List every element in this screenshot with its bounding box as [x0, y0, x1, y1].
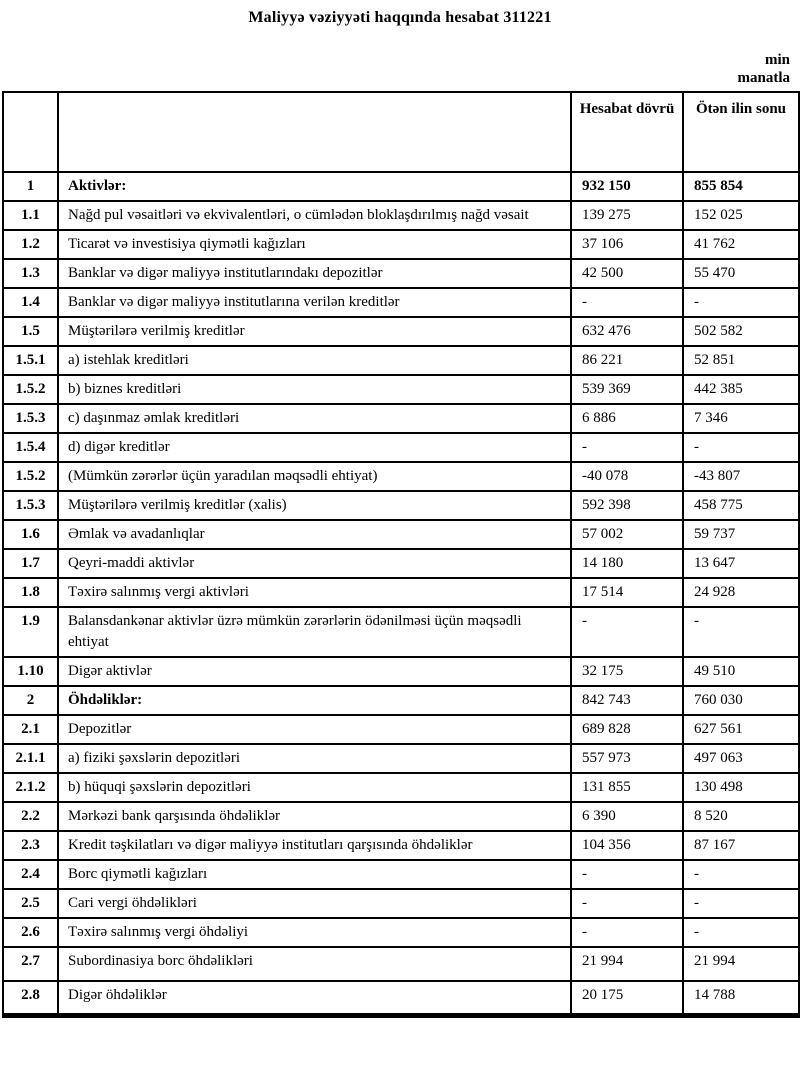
row-num-cell: 1.5.4: [3, 433, 58, 462]
table-row: [3, 773, 799, 802]
header-previous-year-cell: Ötən ilin sonu: [683, 92, 799, 172]
row-previous-value-cell: -: [683, 288, 799, 317]
row-label-cell: Öhdəliklər:: [58, 686, 571, 715]
row-current-value-cell: 6 390: [571, 802, 683, 831]
row-label-cell: Mərkəzi bank qarşısında öhdəliklər: [58, 802, 571, 831]
row-label-cell: Borc qiymətli kağızları: [58, 860, 571, 889]
row-num-cell: 1.9: [3, 607, 58, 657]
row-previous-value-cell: 13 647: [683, 549, 799, 578]
row-previous-value-cell: 442 385: [683, 375, 799, 404]
row-label-cell: Aktivlər:: [58, 172, 571, 201]
row-label-cell: d) digər kreditlər: [58, 433, 571, 462]
table-row: [3, 918, 799, 947]
row-num-cell: 2.2: [3, 802, 58, 831]
row-current-value-cell: 20 175: [571, 981, 683, 1015]
table-row: [3, 317, 799, 346]
row-label-cell: Digər aktivlər: [58, 657, 571, 686]
row-label-cell: c) daşınmaz əmlak kreditləri: [58, 404, 571, 433]
table-row: [3, 433, 799, 462]
row-num-cell: 1.5.3: [3, 491, 58, 520]
financial-position-table: [2, 91, 800, 1018]
row-num-cell: 1.5.1: [3, 346, 58, 375]
row-label-cell: a) fiziki şəxslərin depozitləri: [58, 744, 571, 773]
row-previous-value-cell: 24 928: [683, 578, 799, 607]
row-current-value-cell: -: [571, 433, 683, 462]
row-previous-value-cell: 760 030: [683, 686, 799, 715]
table-row: [3, 462, 799, 491]
row-num-cell: 1.5: [3, 317, 58, 346]
row-num-cell: 1.10: [3, 657, 58, 686]
row-label-cell: Nağd pul vəsaitləri və ekvivalentləri, o cümlədən bloklaşdırılmış nağd vəsait: [58, 201, 571, 230]
row-label-cell: Müştərilərə verilmiş kreditlər (xalis): [58, 491, 571, 520]
row-label-cell: Ticarət və investisiya qiymətli kağızları: [58, 230, 571, 259]
table-row: [3, 520, 799, 549]
row-previous-value-cell: 497 063: [683, 744, 799, 773]
table-row: [3, 860, 799, 889]
row-num-cell: 1.4: [3, 288, 58, 317]
row-previous-value-cell: 458 775: [683, 491, 799, 520]
unit-note-line-2: manatla: [737, 70, 790, 86]
row-previous-value-cell: 627 561: [683, 715, 799, 744]
table-row: [3, 607, 799, 657]
row-previous-value-cell: 87 167: [683, 831, 799, 860]
report-title: Maliyyə vəziyyəti haqqında hesabat 311221: [248, 9, 552, 26]
row-previous-value-cell: 14 788: [683, 981, 799, 1015]
row-current-value-cell: 689 828: [571, 715, 683, 744]
row-current-value-cell: -: [571, 918, 683, 947]
row-num-cell: 2.6: [3, 918, 58, 947]
row-previous-value-cell: 55 470: [683, 259, 799, 288]
table-row: [3, 549, 799, 578]
unit-note: [0, 51, 800, 87]
row-current-value-cell: 539 369: [571, 375, 683, 404]
table-row: [3, 744, 799, 773]
table-row: [3, 947, 799, 981]
row-num-cell: 1: [3, 172, 58, 201]
row-num-cell: 2: [3, 686, 58, 715]
row-previous-value-cell: -43 807: [683, 462, 799, 491]
table-row: [3, 715, 799, 744]
row-previous-value-cell: 52 851: [683, 346, 799, 375]
row-num-cell: 2.5: [3, 889, 58, 918]
table-row: [3, 404, 799, 433]
table-body: [3, 172, 799, 1015]
row-previous-value-cell: 855 854: [683, 172, 799, 201]
row-previous-value-cell: -: [683, 860, 799, 889]
table-row: [3, 346, 799, 375]
row-previous-value-cell: 59 737: [683, 520, 799, 549]
row-label-cell: Banklar və digər maliyyə institutlarındakı depozitlər: [58, 259, 571, 288]
row-previous-value-cell: -: [683, 918, 799, 947]
row-current-value-cell: 104 356: [571, 831, 683, 860]
row-num-cell: 2.3: [3, 831, 58, 860]
row-previous-value-cell: 7 346: [683, 404, 799, 433]
row-label-cell: Digər öhdəliklər: [58, 981, 571, 1015]
row-num-cell: 2.1.2: [3, 773, 58, 802]
row-previous-value-cell: -: [683, 889, 799, 918]
row-label-cell: Əmlak və avadanlıqlar: [58, 520, 571, 549]
row-current-value-cell: 6 886: [571, 404, 683, 433]
header-label-cell: [58, 92, 571, 172]
row-num-cell: 1.2: [3, 230, 58, 259]
row-label-cell: b) hüquqi şəxslərin depozitləri: [58, 773, 571, 802]
table-row: [3, 802, 799, 831]
row-current-value-cell: 17 514: [571, 578, 683, 607]
row-current-value-cell: 131 855: [571, 773, 683, 802]
table-header-row: [3, 92, 799, 172]
table-row: [3, 889, 799, 918]
row-previous-value-cell: 152 025: [683, 201, 799, 230]
row-current-value-cell: 86 221: [571, 346, 683, 375]
row-previous-value-cell: 49 510: [683, 657, 799, 686]
row-label-cell: Banklar və digər maliyyə institutlarına verilən kreditlər: [58, 288, 571, 317]
row-label-cell: Təxirə salınmış vergi aktivləri: [58, 578, 571, 607]
row-previous-value-cell: 21 994: [683, 947, 799, 981]
row-current-value-cell: 32 175: [571, 657, 683, 686]
table-row: [3, 578, 799, 607]
row-label-cell: a) istehlak kreditləri: [58, 346, 571, 375]
table-row: [3, 201, 799, 230]
table-row: [3, 288, 799, 317]
row-previous-value-cell: -: [683, 433, 799, 462]
row-num-cell: 1.6: [3, 520, 58, 549]
row-previous-value-cell: 502 582: [683, 317, 799, 346]
row-previous-value-cell: 41 762: [683, 230, 799, 259]
row-label-cell: Müştərilərə verilmiş kreditlər: [58, 317, 571, 346]
row-current-value-cell: 557 973: [571, 744, 683, 773]
row-num-cell: 1.5.2: [3, 462, 58, 491]
row-num-cell: 1.8: [3, 578, 58, 607]
header-current-period-cell: Hesabat dövrü: [571, 92, 683, 172]
table-row: [3, 491, 799, 520]
row-label-cell: Balansdankənar aktivlər üzrə mümkün zərərlərin ödənilməsi üçün məqsədli ehtiyat: [58, 607, 571, 657]
row-previous-value-cell: 130 498: [683, 773, 799, 802]
row-num-cell: 1.5.3: [3, 404, 58, 433]
row-label-cell: Subordinasiya borc öhdəlikləri: [58, 947, 571, 981]
row-current-value-cell: 632 476: [571, 317, 683, 346]
header-num-cell: [3, 92, 58, 172]
row-current-value-cell: 932 150: [571, 172, 683, 201]
row-label-cell: Kredit təşkilatları və digər maliyyə institutları qarşısında öhdəliklər: [58, 831, 571, 860]
row-label-cell: Cari vergi öhdəlikləri: [58, 889, 571, 918]
row-current-value-cell: 592 398: [571, 491, 683, 520]
table-row: [3, 686, 799, 715]
row-num-cell: 1.3: [3, 259, 58, 288]
row-previous-value-cell: -: [683, 607, 799, 657]
row-current-value-cell: 14 180: [571, 549, 683, 578]
row-label-cell: Depozitlər: [58, 715, 571, 744]
row-label-cell: (Mümkün zərərlər üçün yaradılan məqsədli ehtiyat): [58, 462, 571, 491]
row-current-value-cell: 37 106: [571, 230, 683, 259]
row-current-value-cell: 842 743: [571, 686, 683, 715]
unit-note-line-1: min: [764, 52, 790, 68]
table-row: [3, 259, 799, 288]
table-row: [3, 230, 799, 259]
row-num-cell: 2.8: [3, 981, 58, 1015]
row-label-cell: b) biznes kreditləri: [58, 375, 571, 404]
row-current-value-cell: 21 994: [571, 947, 683, 981]
row-current-value-cell: 139 275: [571, 201, 683, 230]
row-current-value-cell: -: [571, 889, 683, 918]
row-num-cell: 2.4: [3, 860, 58, 889]
row-num-cell: 1.5.2: [3, 375, 58, 404]
row-current-value-cell: -: [571, 607, 683, 657]
row-num-cell: 1.7: [3, 549, 58, 578]
table-row: [3, 172, 799, 201]
row-num-cell: 2.1.1: [3, 744, 58, 773]
row-num-cell: 2.1: [3, 715, 58, 744]
row-current-value-cell: -: [571, 860, 683, 889]
table-row: [3, 375, 799, 404]
row-num-cell: 2.7: [3, 947, 58, 981]
table-row: [3, 831, 799, 860]
row-current-value-cell: -: [571, 288, 683, 317]
table-row: [3, 657, 799, 686]
row-current-value-cell: -40 078: [571, 462, 683, 491]
row-previous-value-cell: 8 520: [683, 802, 799, 831]
row-current-value-cell: 57 002: [571, 520, 683, 549]
row-label-cell: Qeyri-maddi aktivlər: [58, 549, 571, 578]
row-num-cell: 1.1: [3, 201, 58, 230]
table-row: [3, 981, 799, 1015]
row-label-cell: Təxirə salınmış vergi öhdəliyi: [58, 918, 571, 947]
row-current-value-cell: 42 500: [571, 259, 683, 288]
